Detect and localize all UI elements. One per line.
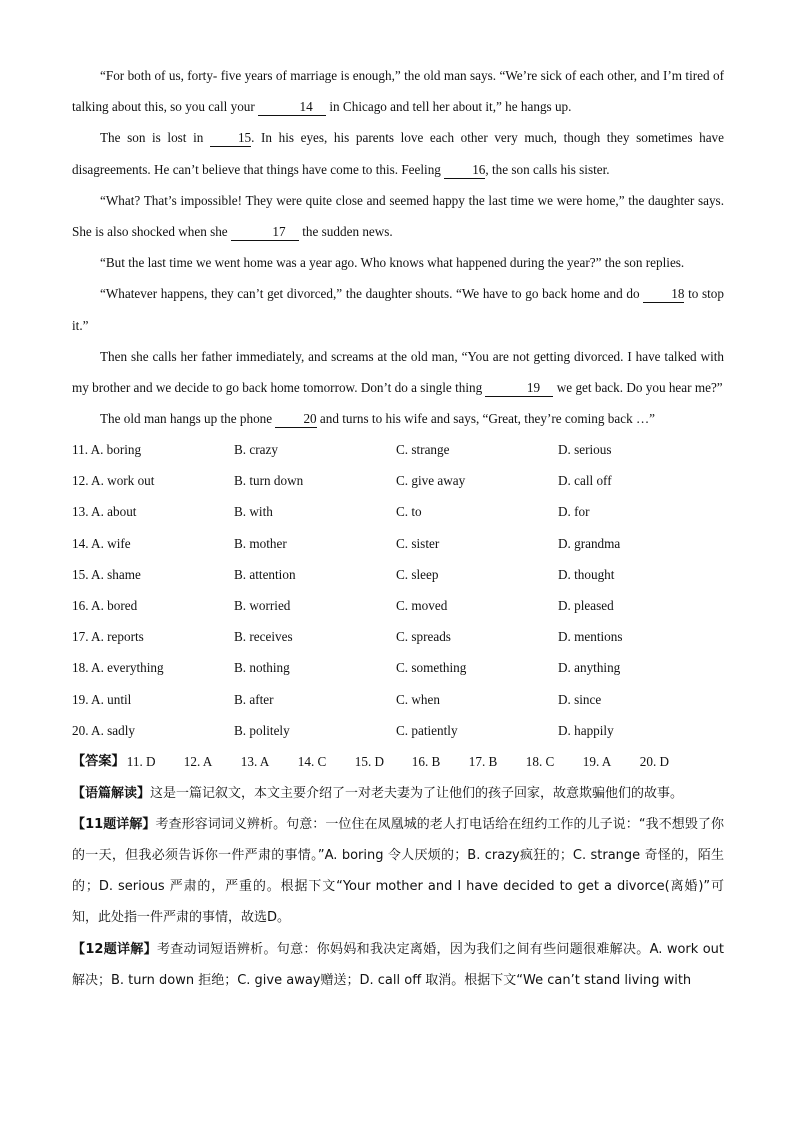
- option: B. crazy: [234, 442, 278, 458]
- text: , the son calls his sister.: [485, 161, 610, 177]
- answer-label: 【答案】: [72, 754, 125, 770]
- overview-text: 这是一篇记叙文，本文主要介绍了一对老夫妻为了让他们的孩子回家，故意欺骗他们的故事。: [150, 785, 684, 801]
- blank-18: 18: [643, 286, 684, 303]
- text: The son is lost in: [100, 130, 210, 146]
- option: C. when: [396, 691, 440, 707]
- text: “What? That’s impossible! They were quite close and seemed happy the last time we were home,” the daughter says. She is also shocked when she: [72, 192, 724, 240]
- option: 14. A. wife: [72, 535, 131, 551]
- text: in Chicago and tell her about it,” he hangs up.: [326, 99, 572, 115]
- text: “Whatever happens, they can’t get divorced,” the daughter shouts. “We have to go back home and do: [100, 286, 644, 302]
- blank-15: 15: [210, 130, 251, 147]
- passage-paragraph-2: [72, 122, 724, 184]
- passage-paragraph-5: [72, 278, 724, 340]
- answer-item: 15. D: [354, 754, 385, 770]
- option: D. thought: [558, 566, 615, 582]
- blank-19: 19: [485, 380, 553, 397]
- option: 17. A. reports: [72, 629, 144, 645]
- option: 19. A. until: [72, 691, 132, 707]
- answer-item: 16. B: [411, 754, 441, 770]
- option: B. politely: [234, 722, 290, 738]
- blank-14: 14: [258, 99, 326, 116]
- document-page: [72, 60, 724, 996]
- option: D. serious: [558, 442, 612, 458]
- answer-key: [72, 746, 724, 777]
- option-row-14: [72, 528, 724, 559]
- text: to stop it.”: [72, 286, 724, 333]
- option: B. attention: [234, 566, 296, 582]
- answer-item: 13. A: [240, 754, 270, 770]
- option: B. nothing: [234, 660, 290, 676]
- option: 16. A. bored: [72, 597, 138, 613]
- text: “For both of us, forty- five years of marriage is enough,” the old man says. “We’re sick of each other, and I’m tired of talking about this, so you call your: [72, 68, 724, 115]
- answer-item: 19. A: [582, 754, 612, 770]
- option-row-18: [72, 653, 724, 684]
- text: we get back. Do you hear me?”: [553, 380, 723, 396]
- option-row-11: [72, 434, 724, 465]
- option: B. turn down: [234, 473, 304, 489]
- passage-paragraph-4: “But the last time we went home was a year ago. Who knows what happened during the year?” the son replies.: [100, 255, 685, 271]
- q11-label: 【11题详解】: [72, 816, 156, 832]
- option: D. happily: [558, 722, 614, 738]
- text: the sudden news.: [298, 224, 393, 240]
- option: D. for: [558, 504, 590, 520]
- passage-paragraph-6: [72, 341, 724, 403]
- option-row-19: [72, 684, 724, 715]
- options-list: [72, 434, 724, 746]
- text: . In his eyes, his parents love each other very much, though they sometimes have disagreements. He can’t believe that things have come to this. Feeling: [72, 130, 724, 177]
- option-row-15: [72, 559, 724, 590]
- option-row-16: [72, 590, 724, 621]
- option: D. call off: [558, 473, 612, 489]
- text: and turns to his wife and says, “Great, they’re coming back …”: [316, 411, 655, 427]
- option: 18. A. everything: [72, 660, 164, 676]
- q11-text: 考查形容词词义辨析。句意：一位住在凤凰城的老人打电话给在纽约工作的儿子说：“我不想毁了你的一天，但我必须告诉你一件严肃的事情。”A. boring 令人厌烦的；B. crazy疯狂的；C. strange 奇怪的，陌生的；D. serious 严肃的，严重的。根据下文“Your mother and I have decided to get a divorce(离婚)”可知，此处指一件严肃的事情，故选D。: [72, 816, 724, 926]
- option: C. sleep: [396, 566, 439, 582]
- answer-item: 17. B: [468, 754, 498, 770]
- option: C. sister: [396, 535, 440, 551]
- answer-item: 20. D: [639, 754, 670, 770]
- option: B. with: [234, 504, 273, 520]
- option: C. to: [396, 504, 422, 520]
- option: B. receives: [234, 629, 293, 645]
- option: C. spreads: [396, 629, 451, 645]
- question-11-explanation: [72, 809, 724, 934]
- blank-20: 20: [275, 411, 316, 428]
- answer-item: 14. C: [297, 754, 327, 770]
- blank-17: 17: [231, 224, 299, 241]
- passage-overview: [72, 778, 724, 809]
- option: D. mentions: [558, 629, 623, 645]
- option: 15. A. shame: [72, 566, 141, 582]
- option-row-20: [72, 715, 724, 746]
- option-row-13: [72, 497, 724, 528]
- option: 20. A. sadly: [72, 722, 136, 738]
- question-12-explanation: [72, 934, 724, 996]
- option: C. patiently: [396, 722, 458, 738]
- option: B. worried: [234, 597, 291, 613]
- blank-16: 16: [444, 162, 485, 179]
- q12-label: 【12题详解】: [72, 941, 157, 957]
- option: B. after: [234, 691, 274, 707]
- option: C. give away: [396, 473, 466, 489]
- text: Then she calls her father immediately, and screams at the old man, “You are not getting divorced. I have talked with my brother and we decide to go back home tomorrow. Don’t do a single thing: [72, 348, 724, 396]
- answer-item: 11. D: [126, 754, 156, 770]
- passage-paragraph-1: [72, 60, 724, 122]
- passage-paragraph-7: [72, 403, 724, 434]
- option: 11. A. boring: [72, 442, 142, 458]
- option: C. something: [396, 660, 467, 676]
- text: The old man hangs up the phone: [100, 411, 276, 427]
- option: D. since: [558, 691, 602, 707]
- option: B. mother: [234, 535, 287, 551]
- option: 12. A. work out: [72, 473, 155, 489]
- passage-paragraph-3: [72, 185, 724, 247]
- q12-text: 考查动词短语辨析。句意：你妈妈和我决定离婚，因为我们之间有些问题很难解决。A. work out 解决；B. turn down 拒绝；C. give away赠送；D. call off 取消。根据下文“We can’t stand living with: [72, 941, 725, 988]
- overview-label: 【语篇解读】: [72, 785, 151, 801]
- option: D. grandma: [558, 535, 621, 551]
- option: D. pleased: [558, 597, 614, 613]
- answer-item: 18. C: [525, 754, 555, 770]
- option: C. strange: [396, 442, 450, 458]
- option: D. anything: [558, 660, 621, 676]
- option-row-12: [72, 466, 724, 497]
- answer-item: 12. A: [183, 754, 213, 770]
- option-row-17: [72, 622, 724, 653]
- option: C. moved: [396, 597, 448, 613]
- option: 13. A. about: [72, 504, 137, 520]
